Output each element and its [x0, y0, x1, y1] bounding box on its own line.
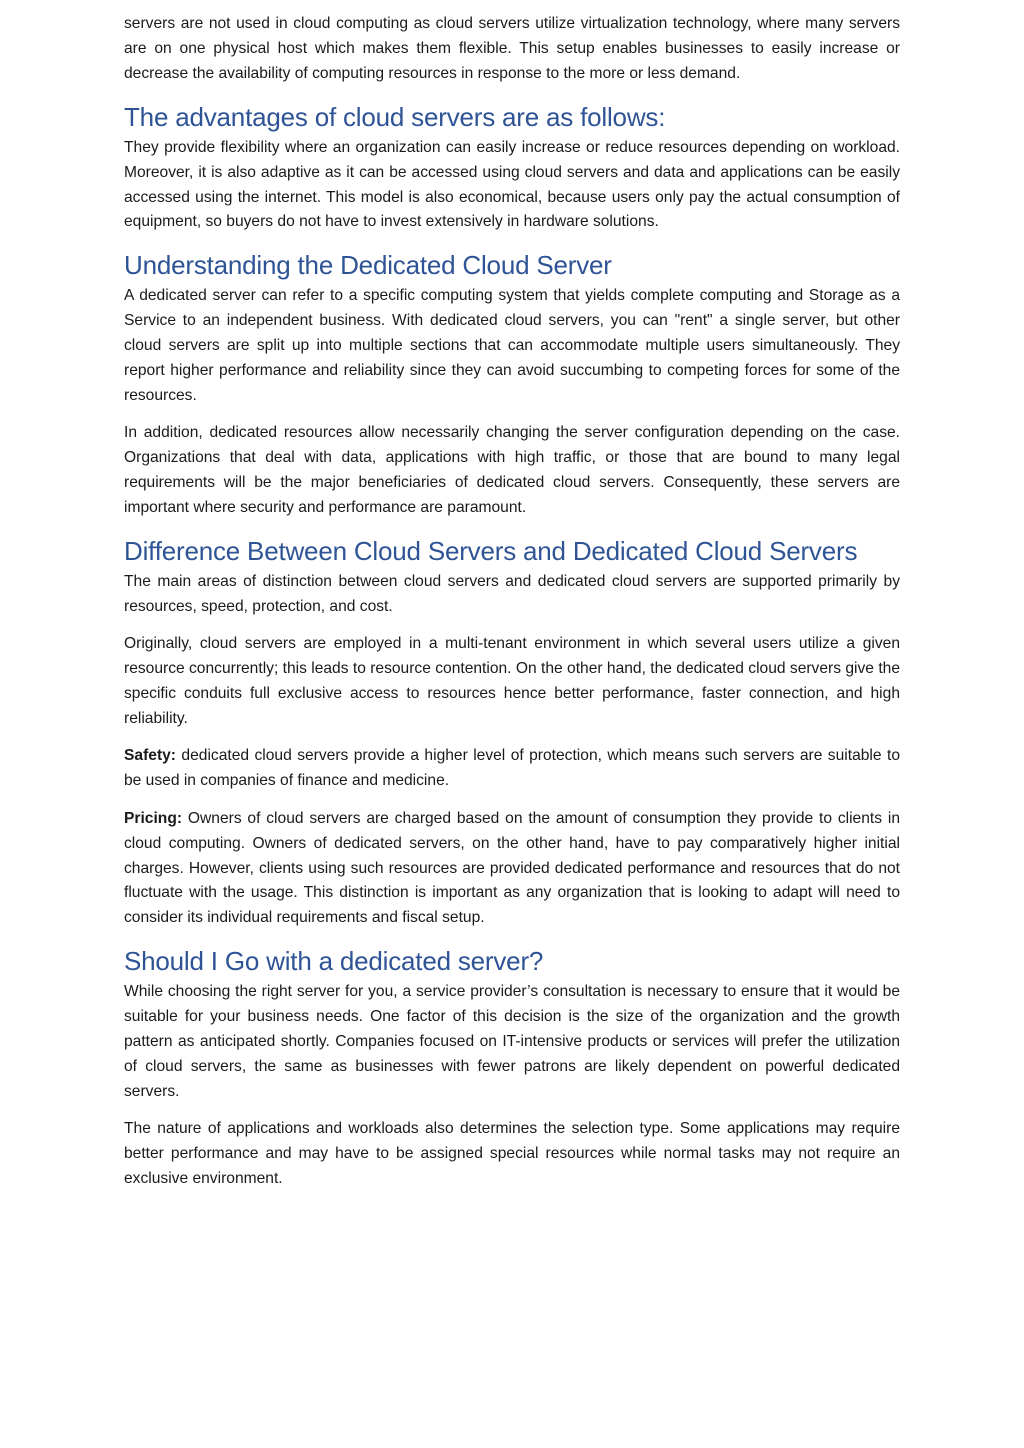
safety-paragraph: [124, 744, 900, 794]
should-i-paragraph-1: While choosing the right server for you, a service provider’s consultation is necessary to ensure that it would be suitable for your business needs. One factor of this decision is the size of the organization and the growth pattern as anticipated shortly. Companies focused on IT-intensive products or services will prefer the utilization of cloud servers, the same as businesses with fewer patrons are likely dependent on powerful dedicated servers.: [124, 983, 900, 1100]
section-heading-difference: Difference Between Cloud Servers and Dedicated Cloud Servers: [124, 536, 858, 566]
safety-label: Safety:: [124, 747, 176, 765]
safety-text: dedicated cloud servers provide a higher level of protection, which means such servers are suitable to be used in companies of finance and medicine.: [124, 747, 900, 790]
section-heading-advantages: The advantages of cloud servers are as follows:: [124, 101, 666, 132]
dedicated-server-paragraph-2: In addition, dedicated resources allow necessarily changing the server configuration depending on the case. Organizations that deal with data, applications with high traffic, or those that are bound to many legal requirements will be the major beneficiaries of dedicated cloud servers. Consequently, these servers are important where security and performance are paramount.: [124, 424, 900, 517]
pricing-paragraph: [124, 807, 900, 932]
section-heading-should-i: Should I Go with a dedicated server?: [124, 946, 544, 977]
section-heading-dedicated-server: Understanding the Dedicated Cloud Server: [124, 250, 612, 281]
dedicated-server-paragraph-1: A dedicated server can refer to a specific computing system that yields complete computing and Storage as a Service to an independent business. With dedicated cloud servers, you can "rent" a single server, but other cloud servers are split up into multiple sections that can accommodate multiple users simultaneously. They report higher performance and reliability since they can avoid succumbing to competing forces for some of the resources.: [124, 287, 900, 404]
pricing-label: Pricing:: [124, 809, 183, 827]
should-i-paragraph-2: The nature of applications and workloads also determines the selection type. Some applications may require better performance and may have to be assigned special resources while normal tasks may not require an exclusive environment.: [124, 1120, 900, 1188]
advantages-paragraph: They provide flexibility where an organization can easily increase or reduce resources depending on workload. Moreover, it is also adaptive as it can be accessed using cloud servers and data and applications can be easily accessed using the internet. This model is also economical, because users only pay the actual consumption of equipment, so buyers do not have to invest extensively in hardware solutions.: [124, 138, 900, 231]
document-page: [124, 12, 900, 1205]
difference-paragraph-2: Originally, cloud servers are employed in a multi-tenant environment in which several users utilize a given resource concurrently; this leads to resource contention. On the other hand, the dedicated cloud servers give the specific conduits full exclusive access to resources hence better performance, faster connection, and high reliability.: [124, 635, 900, 728]
intro-paragraph: servers are not used in cloud computing as cloud servers utilize virtualization technology, where many servers are on one physical host which makes them flexible. This setup enables businesses to easily increase or decrease the availability of computing resources in response to the more or less demand.: [124, 15, 900, 82]
pricing-text: Owners of cloud servers are charged based on the amount of consumption they provide to clients in cloud computing. Owners of dedicated servers, on the other hand, have to pay comparatively higher initial charges. However, clients using such resources are provided dedicated performance and resources that do not fluctuate with the usage. This distinction is important as any organization that is looking to adapt will need to consider its individual requirements and fiscal setup.: [124, 809, 900, 927]
difference-paragraph-1: The main areas of distinction between cloud servers and dedicated cloud servers are supported primarily by resources, speed, protection, and cost.: [124, 573, 900, 615]
